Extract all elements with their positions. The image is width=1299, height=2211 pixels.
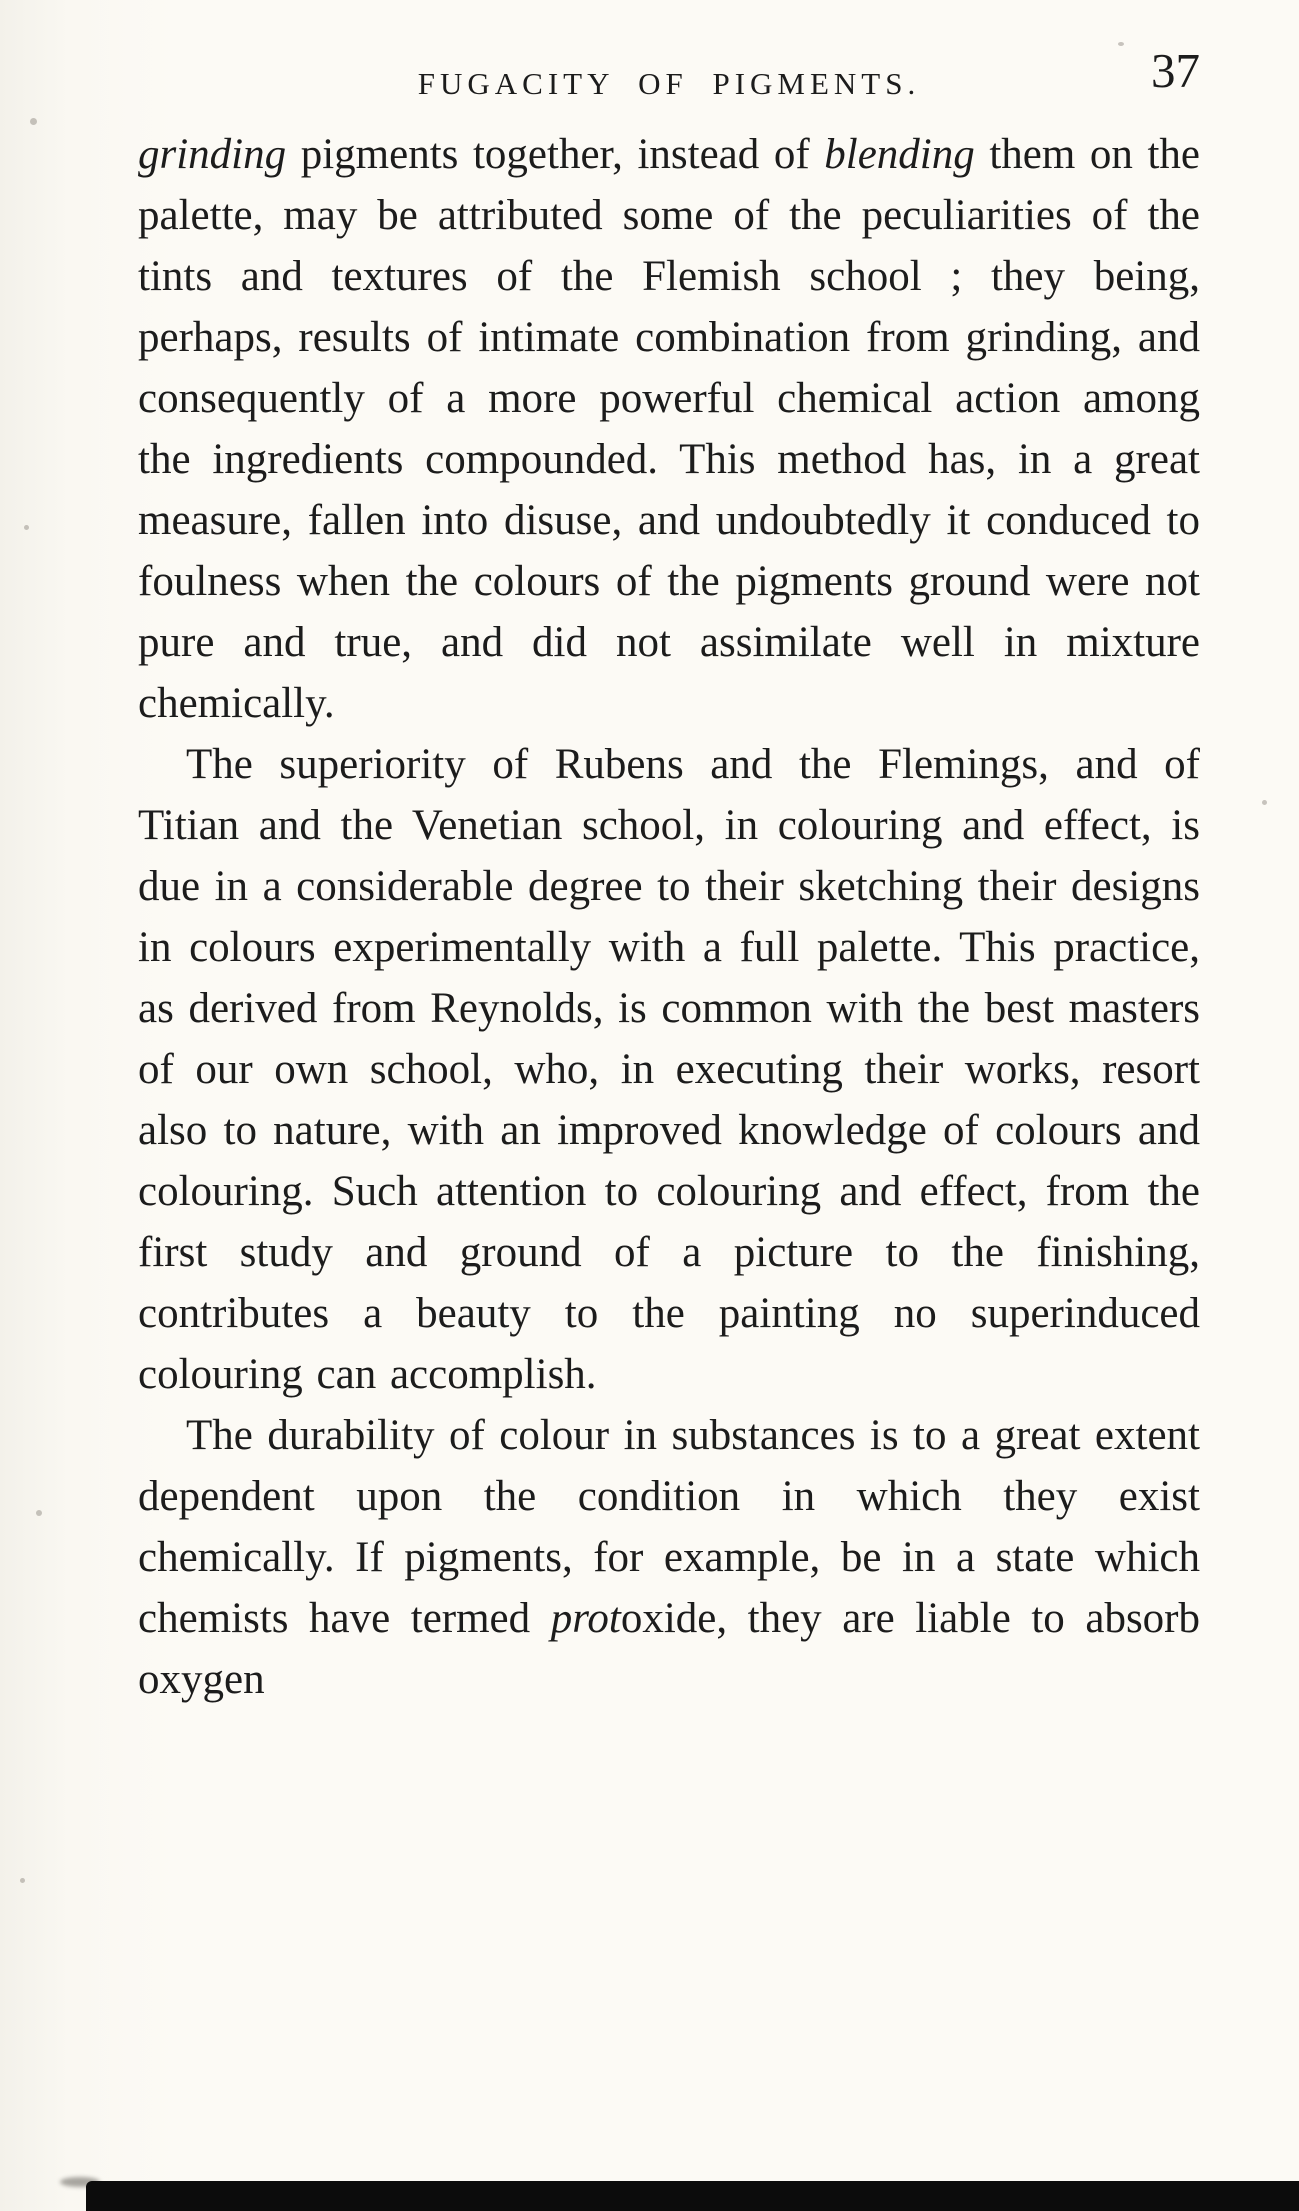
italic-text: grinding xyxy=(138,131,287,178)
page-header xyxy=(138,43,1200,128)
body-text: The durability of colour in substances is to a great extent dependent upon the condition in which they exist chemically. If pigments, for example, be in a state which chemists have termed xyxy=(138,1412,1200,1642)
body-text: them on the palette, may be attributed some of the peculiarities of the tints and textures of the Flemish school ; they being, perhaps, results of intimate combination from grinding, and consequently of a more powerful chemical action among the ingredients compounded. This method has, in a great measure, fallen into disuse, and undoubtedly it conduced to foulness when the colours of the pigments ground were not pure and true, and did not assimilate well in mixture chemically. xyxy=(138,131,1200,727)
body-text: The superiority of Rubens and the Flemings, and of Titian and the Venetian school, in colouring and effect, is due in a considerable degree to their sketching their designs in colours experimentally with a full palette. This practice, as derived from Reynolds, is common with the best masters of our own school, who, in executing their works, resort also to nature, with an improved knowledge of colours and colouring. Such attention to colouring and effect, from the first study and ground of a picture to the finishing, contributes a beauty to the painting no superinduced colouring can accomplish. xyxy=(138,741,1200,1398)
text-body xyxy=(138,124,1200,1710)
scan-speck xyxy=(30,118,37,125)
body-text: pigments together, instead of xyxy=(286,131,825,178)
scan-speck xyxy=(1262,800,1267,805)
body-text: oxide, they are liable to absorb oxygen xyxy=(138,1595,1200,1703)
scan-speck xyxy=(20,1878,25,1883)
italic-text: blending xyxy=(824,131,975,178)
paragraph xyxy=(138,734,1200,1405)
paragraph xyxy=(138,1405,1200,1710)
paragraph xyxy=(138,124,1200,734)
italic-text: prot xyxy=(550,1595,621,1642)
page-number: 37 xyxy=(1151,43,1200,98)
scan-speck xyxy=(36,1510,42,1516)
running-title: FUGACITY OF PIGMENTS. xyxy=(417,66,921,101)
scan-speck xyxy=(24,525,29,530)
scan-speck xyxy=(1118,42,1124,46)
scan-edge-artifact xyxy=(86,2181,1299,2211)
